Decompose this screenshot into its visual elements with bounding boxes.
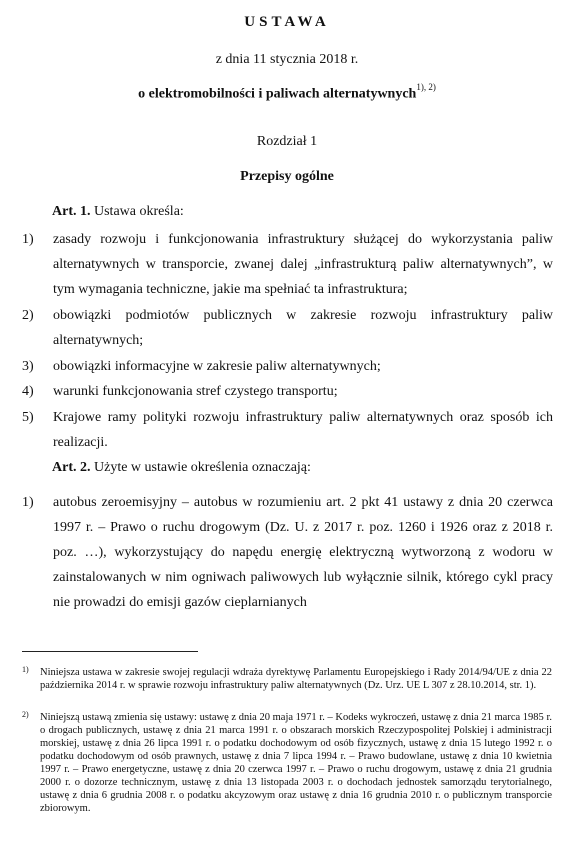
article-2-intro: Użyte w ustawie określenia oznaczają: [94, 460, 311, 475]
chapter-label: Rozdział 1 [256, 134, 318, 149]
act-subject-text: o elektromobilności i paliwach alternatywnych [138, 86, 417, 102]
list-item-text: Krajowe ramy polityki rozwoju infrastruktury paliw alternatywnych oraz sposób ich realizacji. [53, 410, 553, 450]
list-item-number: 1) [22, 232, 34, 247]
article-2-heading [52, 460, 311, 476]
article-2-label: Art. 2. [52, 460, 91, 475]
list-item-number: 5) [22, 410, 34, 425]
list-item-number: 3) [22, 359, 34, 374]
act-title: USTAWA [244, 14, 330, 30]
footnote-divider [22, 651, 198, 652]
article-1-heading [52, 204, 184, 220]
list-item-text: zasady rozwoju i funkcjonowania infrastruktury służącej do wykorzystania paliw alternatywnych w transporcie, zwanej dalej „infrastrukturą paliw alternatywnych”, w tym wymagania techniczne, jakie ma spełniać ta infrastruktura; [53, 232, 553, 297]
act-date: z dnia 11 stycznia 2018 r. [215, 52, 359, 67]
footnote-number: 1) [22, 665, 29, 674]
list-item-number: 1) [22, 495, 34, 510]
footnote-text: Niniejszą ustawą zmienia się ustawy: ustawę z dnia 20 maja 1971 r. – Kodeks wykroczeń, ustawę z dnia 21 marca 1985 r. o drogach publicznych, ustawę z dnia 21 marca 1991 r. o obszarach morskich Rzeczypospolitej Polskiej i administracji morskiej, ustawę z dnia 26 lipca 1991 r. o podatku dochodowym od osób fizycznych, ustawę z dnia 15 lutego 1992 r. o podatku dochodowym od osób prawnych, ustawę z dnia 7 lipca 1994 r. – Prawo budowlane, ustawę z dnia 10 kwietnia 1997 r. – Prawo energetyczne, ustawę z dnia 20 czerwca 1997 r. – Prawo o ruchu drogowym, ustawę z dnia 21 grudnia 2000 r. o dozorze technicznym, ustawę z dnia 13 listopada 2003 r. o dochodach jednostek samorządu terytorialnego, ustawę z dnia 6 grudnia 2008 r. o podatku akcyzowym oraz ustawę z dnia 16 grudnia 2010 r. o publicznym transporcie zbiorowym. [40, 712, 552, 814]
list-item-number: 4) [22, 384, 34, 399]
article-1-intro: Ustawa określa: [94, 204, 184, 219]
article-1-label: Art. 1. [52, 204, 91, 219]
footnote-number: 2) [22, 710, 29, 719]
list-item-text: obowiązki informacyjne w zakresie paliw alternatywnych; [53, 359, 381, 374]
list-item-number: 2) [22, 308, 34, 323]
chapter-title: Przepisy ogólne [240, 169, 334, 184]
footnote-text: Niniejsza ustawa w zakresie swojej regulacji wdraża dyrektywę Parlamentu Europejskiego i Rady 2014/94/UE z dnia 22 października 2014 r. w sprawie rozwoju infrastruktury paliw alternatywnych (Dz. Urz. UE L 307 z 28.10.2014, str. 1). [40, 667, 552, 691]
list-item-text: autobus zeroemisyjny – autobus w rozumieniu art. 2 pkt 41 ustawy z dnia 20 czerwca 1997 r. – Prawo o ruchu drogowym (Dz. U. z 2017 r. poz. 1260 i 1926 oraz z 2018 r. poz. …), wykorzystujący do napędu energię elektryczną wytworzoną z wodoru w zainstalowanych w nim ogniwach paliwowych lub wyłącznie silnik, którego cykl pracy nie prowadzi do emisji gazów cieplarnianych [53, 495, 553, 610]
list-item-text: warunki funkcjonowania stref czystego transportu; [53, 384, 338, 399]
footnote-references: 1), 2) [416, 82, 436, 92]
act-subject [0, 84, 574, 103]
list-item-text: obowiązki podmiotów publicznych w zakresie rozwoju infrastruktury paliw alternatywnych; [53, 308, 553, 348]
